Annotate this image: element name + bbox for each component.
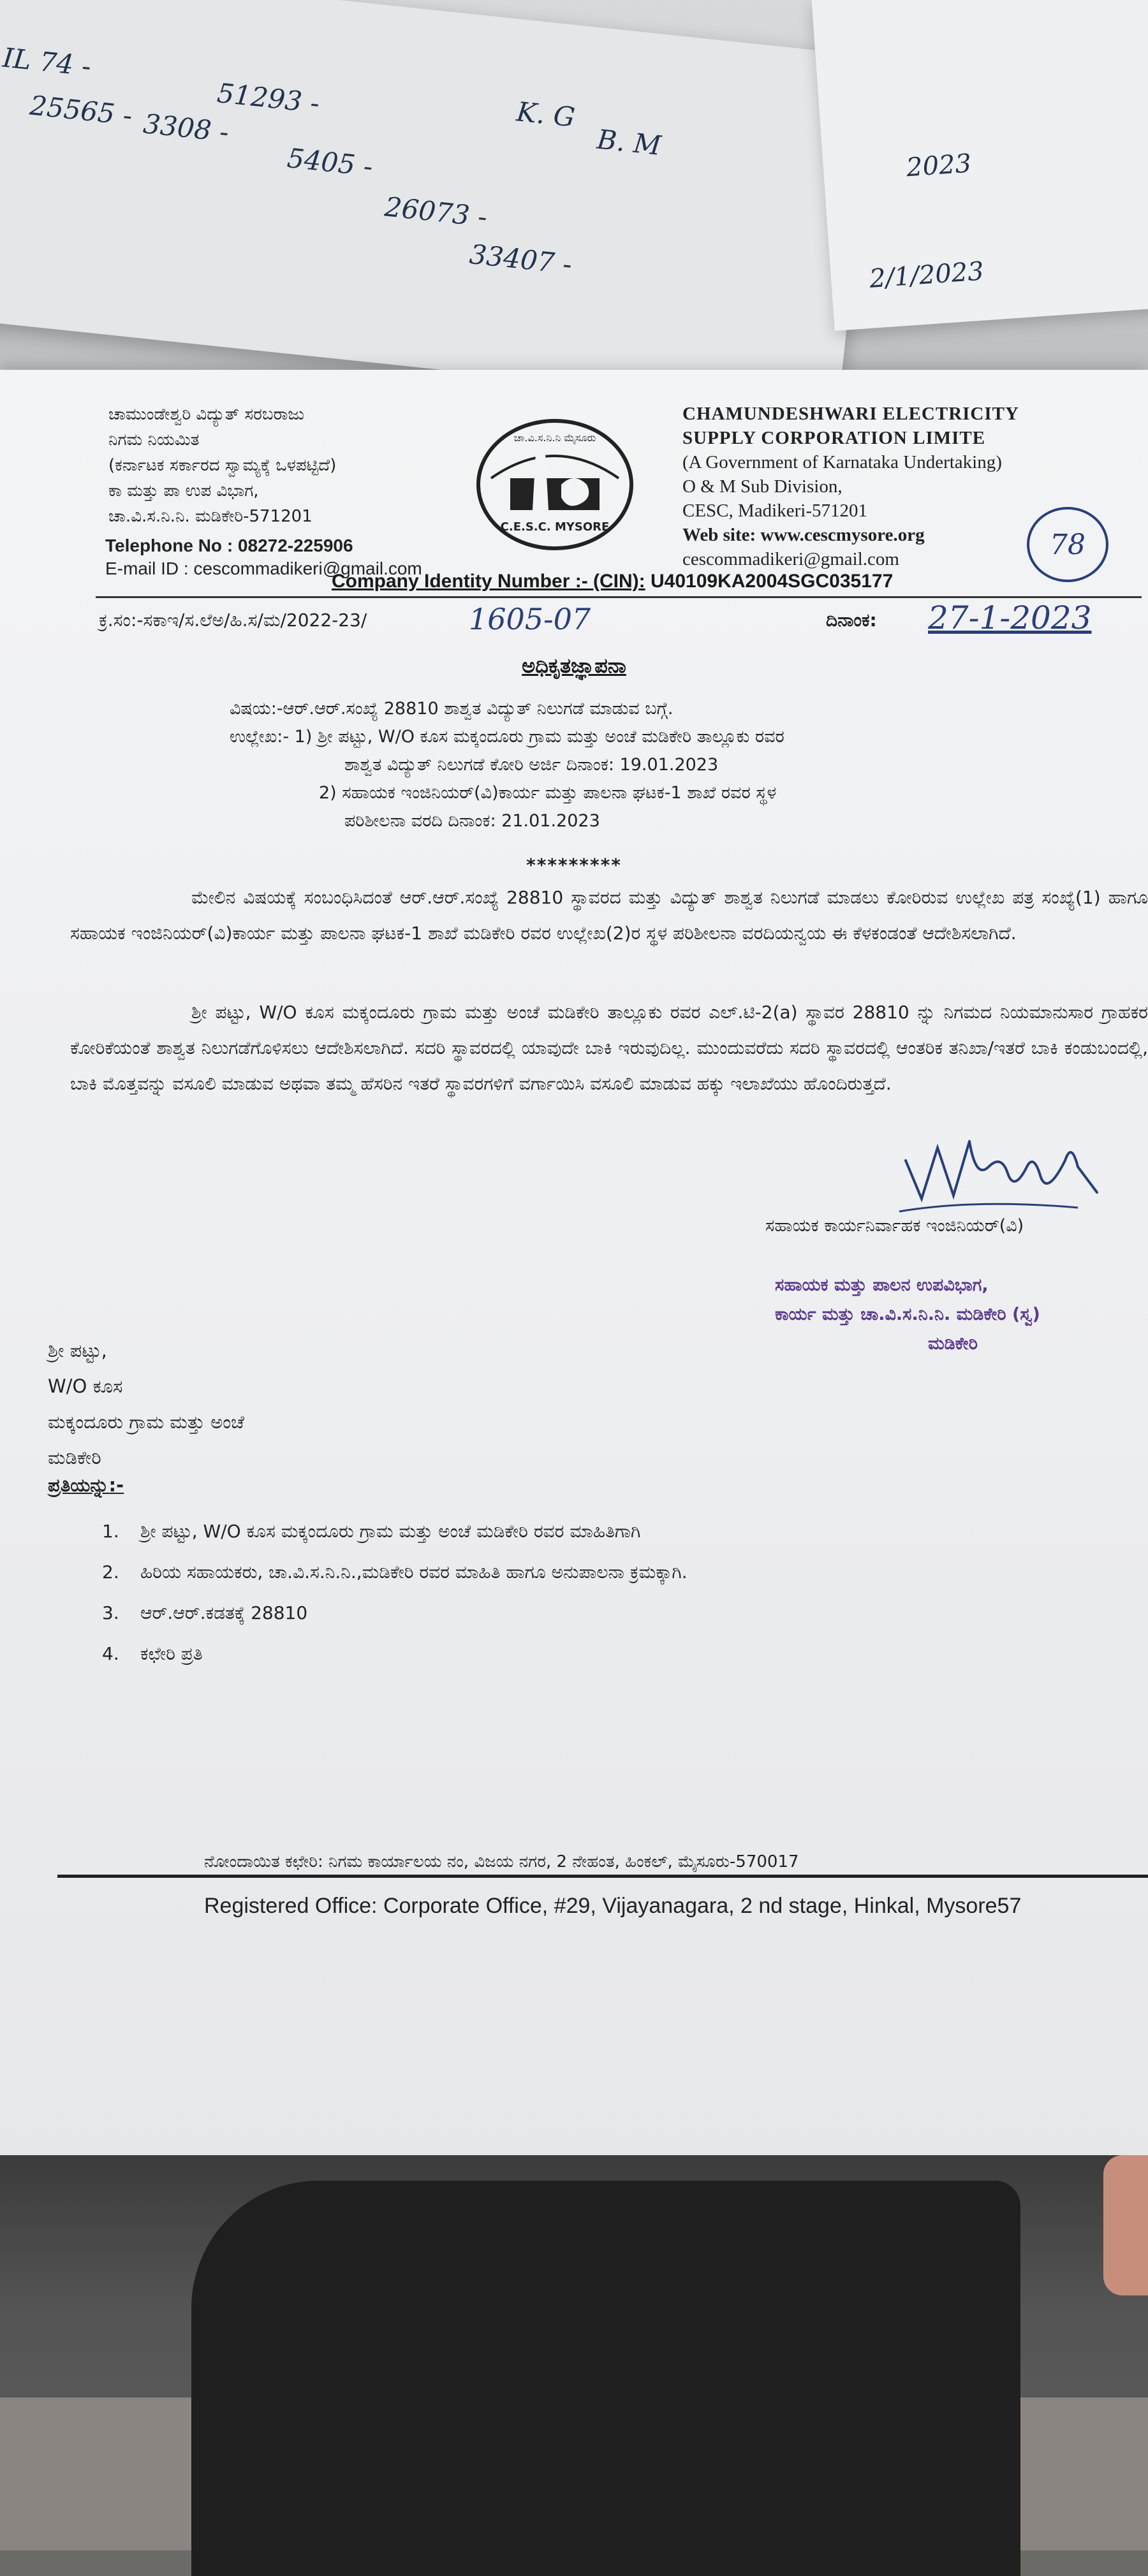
footer-english: Registered Office: Corporate Office, #29, Vijayanagara, 2 nd stage, Hinkal, Mysore57 xyxy=(204,1894,1022,1918)
org-name-line1: CHAMUNDESHWARI ELECTRICITY xyxy=(682,404,1019,424)
list-number: 3. xyxy=(102,1602,119,1623)
paragraph-text: ಶ್ರೀ ಪಟ್ಟು, W/O ಕೂಸ ಮಕ್ಕಂದೂರು ಗ್ರಾಮ ಮತ್ತು ಅಂಚೆ ಮಡಿಕೇರಿ ತಾಲ್ಲೂಕು ರವರ ಎಲ್.ಟಿ-2(a) ಸ್ಥಾವರ 28810 ನ್ನು ನಿಗಮದ ನಿಯಮಾನುಸಾರ ಗ್ರಾಹಕರ ಕೋರಿಕೆಯಂತೆ ಶಾಶ್ವತ ನಿಲುಗಡೆಗೊಳಿಸಲು ಆದೇಶಿಸಲಾಗಿದೆ. ಸದರಿ ಸ್ಥಾವರದಲ್ಲಿ ಯಾವುದೇ ಬಾಕಿ ಇರುವುದಿಲ್ಲ. ಮುಂದುವರೆದು ಸದರಿ ಸ್ಥಾವರದಲ್ಲಿ ಆಂತರಿಕ ತನಿಖಾ/ಇತರೆ ಬಾಕಿ ಕಂಡುಬಂದಲ್ಲಿ, ಬಾಕಿ ಮೊತ್ತವನ್ನು ವಸೂಲಿ ಮಾಡುವ ಅಥವಾ ತಮ್ಮ ಹೆಸರಿನ ಇತರೆ ಸ್ಥಾವರಗಳಿಗೆ ವರ್ಗಾಯಿಸಿ ವಸೂಲಿ ಮಾಡುವ ಹಕ್ಕು ಇಲಾಖೆಯು ಹೊಂದಿರುತ್ತದೆ. xyxy=(70,1002,1148,1094)
list-item xyxy=(102,1593,688,1634)
org-name-line2: SUPPLY CORPORATION LIMITE xyxy=(682,428,986,448)
copies-list xyxy=(102,1511,688,1674)
bg-handwriting: 51293 - xyxy=(216,77,321,119)
stamp-line: ಸಹಾಯಕ ಮತ್ತು ಪಾಲನ ಉಪವಿಭಾಗ, xyxy=(775,1275,989,1295)
subject-block xyxy=(230,695,1122,835)
bg-handwriting: 26073 - xyxy=(383,191,489,233)
letterhead-kn-line: ನಿಗಮ ನಿಯಮಿತ xyxy=(108,430,200,450)
bg-handwriting: K. G xyxy=(515,96,577,133)
handwritten-date: 27-1-2023 xyxy=(928,599,1092,636)
reference-line xyxy=(99,599,1132,644)
footer-kannada: ನೋಂದಾಯಿತ ಕಛೇರಿ: ನಿಗಮ ಕಾರ್ಯಾಲಯ ನಂ, ವಿಜಯ ನಗರ, 2 ನೇಹಂತ, ಹಿಂಕಲ್, ಮೈಸೂರು-570017 xyxy=(204,1852,799,1871)
list-text: ಹಿರಿಯ ಸಹಾಯಕರು, ಚಾ.ವಿ.ಸ.ನಿ.ನಿ.,ಮಡಿಕೇರಿ ರವರ ಮಾಹಿತಿ ಹಾಗೂ ಅನುಪಾಲನಾ ಕ್ರಮಕ್ಕಾಗಿ. xyxy=(140,1562,688,1583)
letterhead-kn-line: (ಕರ್ನಾಟಕ ಸರ್ಕಾರದ ಸ್ವಾಮ್ಯಕ್ಕೆ ಒಳಪಟ್ಟಿದೆ) xyxy=(108,456,337,475)
address-line: ಶ್ರೀ ಪಟ್ಟು, xyxy=(48,1340,107,1361)
letterhead-kn-line: ಚಾಮುಂಡೇಶ್ವರಿ ವಿದ್ಯುತ್ ಸರಬರಾಜು xyxy=(108,405,305,424)
address-line: ಮಕ್ಕಂದೂರು ಗ್ರಾಮ ಮತ್ತು ಅಂಚೆ xyxy=(48,1411,245,1433)
stamp-line: ಕಾರ್ಯ ಮತ್ತು ಚಾ.ವಿ.ಸ.ನಿ.ನಿ. ಮಡಿಕೇರಿ (ಸ್ವ) xyxy=(775,1305,1040,1324)
reference-number: ಕ್ರ.ಸಂ:-ಸಕಾಇ/ಸ.ಲೆಅ/ಹಿ.ಸ/ಮ/2022-23/ xyxy=(99,610,367,631)
body-paragraph-1 xyxy=(70,880,1148,951)
background-bottom xyxy=(0,2155,1148,2550)
list-item xyxy=(102,1552,688,1593)
bg-handwriting: 25565 - xyxy=(28,89,134,132)
bg-handwriting: 3308 - xyxy=(142,108,231,149)
letterhead-kannada xyxy=(108,402,466,529)
background-cloth xyxy=(191,2181,1020,2576)
address-line: ಮಡಿಕೇರಿ xyxy=(48,1447,101,1468)
bg-handwriting: 2023 xyxy=(905,149,973,183)
official-letter xyxy=(0,370,1148,2168)
website: Web site: www.cescmysore.org xyxy=(682,525,925,545)
body-paragraph-2 xyxy=(70,995,1148,1102)
circled-number: 78 xyxy=(1027,507,1108,582)
org-govt-line: (A Government of Karnataka Undertaking) xyxy=(682,452,1002,472)
cin-line xyxy=(332,571,893,592)
cesc-logo xyxy=(466,408,644,561)
telephone: Telephone No : 08272-225906 xyxy=(105,536,353,555)
bg-handwriting: IL 74 - xyxy=(1,41,93,82)
copies-title: ಪ್ರತಿಯನ್ನು:- xyxy=(48,1474,124,1496)
email: E-mail ID : cescommadikeri@gmail.com xyxy=(105,559,422,578)
office-stamp xyxy=(775,1241,1148,1359)
bg-handwriting: B. M xyxy=(595,123,663,161)
address-line: W/O ಕೂಸ xyxy=(48,1375,123,1397)
separator-stars: ********* xyxy=(526,854,622,875)
letterhead-kn-line: ಕಾ ಮತ್ತು ಪಾ ಉಪ ವಿಭಾಗ, xyxy=(108,481,259,501)
list-number: 2. xyxy=(102,1562,119,1583)
logo-bottom-text: C.E.S.C. MYSORE xyxy=(500,520,610,534)
date-label: ದಿನಾಂಕ: xyxy=(826,610,877,631)
cin-value: U40109KA2004SGC035177 xyxy=(651,571,894,592)
subject-line: ವಿಷಯ:-ಆರ್.ಆರ್.ಸಂಖ್ಯೆ 28810 ಶಾಶ್ವತ ವಿದ್ಯುತ್ ನಿಲುಗಡೆ ಮಾಡುವ ಬಗ್ಗೆ. xyxy=(230,699,673,719)
bg-handwriting: 33407 - xyxy=(467,238,574,281)
footer-divider xyxy=(57,1875,1148,1878)
list-text: ಶ್ರೀ ಪಟ್ಟು, W/O ಕೂಸ ಮಕ್ಕಂದೂರು ಗ್ರಾಮ ಮತ್ತು ಅಂಚೆ ಮಡಿಕೇರಿ ರವರ ಮಾಹಿತಿಗಾಗಿ xyxy=(140,1521,641,1542)
recipient-address xyxy=(48,1333,244,1475)
logo-top-text: ಚಾ.ವಿ.ಸ.ನಿ.ನಿ ಮೈಸೂರು xyxy=(513,432,596,444)
handwritten-reference: 1605-07 xyxy=(469,602,591,636)
bg-handwriting: 5405 - xyxy=(285,142,374,182)
letterhead-divider xyxy=(96,596,1142,598)
background-hand xyxy=(1103,2155,1148,2295)
reference-line-2b: ಪರಿಶೀಲನಾ ವರದಿ ದಿನಾಂಕ: 21.01.2023 xyxy=(344,811,600,831)
reference-line-1b: ಶಾಶ್ವತ ವಿದ್ಯುತ್ ನಿಲುಗಡೆ ಕೋರಿ ಅರ್ಜಿ ದಿನಾಂಕ: 19.01.2023 xyxy=(344,755,719,775)
order-title: ಅಧಿಕೃತಜ್ಞಾಪನಾ xyxy=(522,654,626,678)
cin-label: Company Identity Number :- (CIN): xyxy=(332,571,645,592)
letterhead-kn-line: ಚಾ.ವಿ.ಸ.ನಿ.ನಿ. ಮಡಿಕೇರಿ-571201 xyxy=(108,507,313,526)
email-secondary: cescommadikeri@gmail.com xyxy=(682,549,899,569)
paragraph-text: ಮೇಲಿನ ವಿಷಯಕ್ಕೆ ಸಂಬಂಧಿಸಿದಂತೆ ಆರ್.ಆರ್.ಸಂಖ್ಯೆ 28810 ಸ್ಥಾವರದ ಮತ್ತು ವಿದ್ಯುತ್ ಶಾಶ್ವತ ನಿಲುಗಡೆ ಮಾಡಲು ಕೋರಿರುವ ಉಲ್ಲೇಖ ಪತ್ರ ಸಂಖ್ಯೆ(1) ಹಾಗೂ ಸಹಾಯಕ ಇಂಜಿನಿಯರ್(ವಿ)ಕಾರ್ಯ ಮತ್ತು ಪಾಲನಾ ಘಟಕ-1 ಶಾಖೆ ಮಡಿಕೇರಿ ರವರ ಉಲ್ಲೇಖ(2)ರ ಸ್ಥಳ ಪರಿಶೀಲನಾ ವರದಿಯನ್ವಯ ಈ ಕೆಳಕಂಡಂತೆ ಆದೇಶಿಸಲಾಗಿದೆ. xyxy=(70,887,1148,944)
background-side-slip xyxy=(812,0,1148,331)
list-item xyxy=(102,1634,688,1674)
org-division: O & M Sub Division, xyxy=(682,476,843,497)
reference-line-2: 2) ಸಹಾಯಕ ಇಂಜಿನಿಯರ್(ವಿ)ಕಾರ್ಯ ಮತ್ತು ಪಾಲನಾ ಘಟಕ-1 ಶಾಖೆ ರವರ ಸ್ಥಳ xyxy=(319,783,777,803)
list-text: ಕಛೇರಿ ಪ್ರತಿ xyxy=(140,1643,203,1664)
org-address: CESC, Madikeri-571201 xyxy=(682,501,867,521)
reference-line-1: ಉಲ್ಲೇಖ:- 1) ಶ್ರೀ ಪಟ್ಟು, W/O ಕೂಸ ಮಕ್ಕಂದೂರು ಗ್ರಾಮ ಮತ್ತು ಅಂಚೆ ಮಡಿಕೇರಿ ತಾಲ್ಲೂಕು ರವರ xyxy=(230,727,784,747)
stamp-line: ಮಡಿಕೇರಿ xyxy=(928,1334,978,1354)
list-text: ಆರ್.ಆರ್.ಕಡತಕ್ಕೆ 28810 xyxy=(140,1602,308,1623)
list-number: 4. xyxy=(102,1643,119,1664)
handwritten-signature xyxy=(893,1122,1110,1218)
bg-handwriting: 2/1/2023 xyxy=(868,256,985,294)
list-item xyxy=(102,1511,688,1552)
signatory-title: ಸಹಾಯಕ ಕಾರ್ಯನಿರ್ವಾಹಕ ಇಂಜಿನಿಯರ್(ವಿ) xyxy=(765,1216,1024,1236)
list-number: 1. xyxy=(102,1521,119,1542)
